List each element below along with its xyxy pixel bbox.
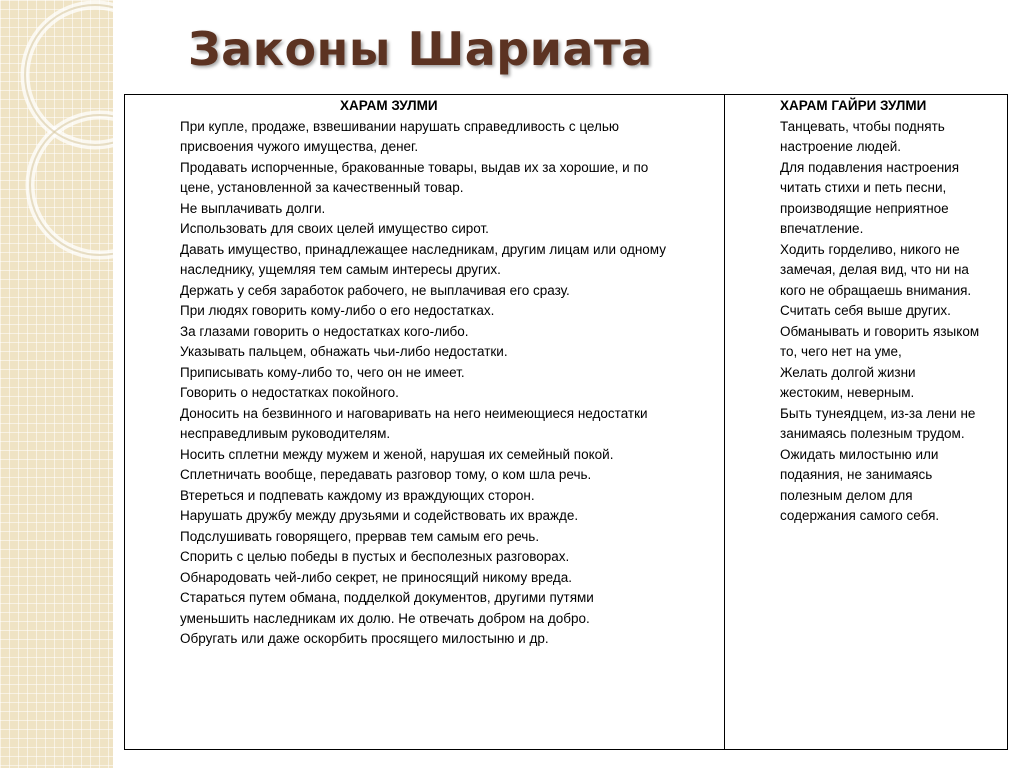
list-item: полезным делом для	[780, 487, 913, 503]
list-item: Обманывать и говорить языком	[780, 323, 980, 339]
list-item: Носить сплетни между мужем и женой, нарушая их семейный покой.	[180, 446, 614, 462]
list-item: содержания самого себя.	[780, 508, 940, 523]
page-title: Законы Шариата	[188, 22, 653, 76]
list-item: Использовать для своих целей имущество сирот.	[180, 221, 489, 236]
list-item: Ходить горделиво, никого не	[780, 241, 960, 257]
list-item: читать стихи и петь песни,	[780, 180, 947, 195]
column-header: ХАРАМ ЗУЛМИ	[340, 98, 438, 113]
list-item: При людях говорить кому-либо о его недостатках.	[180, 303, 495, 318]
list-item: За глазами говорить о недостатках кого-либо.	[180, 323, 469, 339]
decorative-side-strip	[0, 0, 113, 768]
list-item: Стараться путем обмана, подделкой документов, другими путями	[180, 590, 594, 605]
table-column-haram-zulmi	[125, 95, 725, 749]
column-header: ХАРАМ ГАЙРИ ЗУЛМИ	[780, 98, 927, 113]
list-item: Обнародовать чей-либо секрет, не приносящий никому вреда.	[180, 569, 572, 585]
rules-table	[124, 94, 1008, 750]
list-item: Для подавления настроения	[780, 159, 960, 175]
list-item: Доносить на безвинного и наговаривать на него неимеющиеся недостатки	[180, 405, 648, 421]
list-item: Держать у себя заработок рабочего, не выплачивая его сразу.	[180, 282, 570, 298]
list-item: присвоения чужого имущества, денег.	[180, 139, 419, 154]
list-item: Быть тунеядцем, из-за лени не	[780, 405, 976, 421]
list-item: занимаясь полезным трудом.	[780, 426, 965, 441]
list-item: Подслушивать говорящего, прервав тем самым его речь.	[180, 528, 540, 544]
list-item: наследнику, ущемляя тем самым интересы других.	[180, 262, 501, 277]
list-item: цене, установленной за качественный товар.	[180, 180, 464, 195]
list-item: уменьшить наследникам их долю. Не отвечать добром на добро.	[180, 610, 590, 626]
list-item: Спорить с целью победы в пустых и бесполезных разговорах.	[180, 549, 570, 564]
list-item: Считать себя выше других.	[780, 303, 951, 318]
list-item: При купле, продаже, взвешивании нарушать справедливость с целью	[180, 118, 619, 134]
column-body	[780, 117, 1003, 527]
list-item: Говорить о недостатках покойного.	[180, 385, 399, 400]
list-item: производящие неприятное	[780, 200, 949, 216]
list-item: Указывать пальцем, обнажать чьи-либо недостатки.	[180, 344, 508, 359]
decorative-circles	[0, 0, 113, 768]
list-item: замечая, делая вид, что ни на	[780, 262, 969, 277]
list-item: несправедливым руководителям.	[180, 426, 391, 441]
list-item: подаяния, не занимаясь	[780, 467, 933, 482]
list-item: Продавать испорченные, бракованные товары, выдав их за хорошие, и по	[180, 159, 649, 175]
list-item: то, чего нет на уме,	[780, 344, 902, 359]
list-item: жестоким, неверным.	[780, 385, 915, 400]
list-item: кого не обращаешь внимания.	[780, 282, 972, 298]
list-item: Танцевать, чтобы поднять	[780, 118, 945, 134]
list-item: Ожидать милостыню или	[780, 446, 939, 462]
list-item: впечатление.	[780, 221, 864, 236]
list-item: Не выплачивать долги.	[180, 200, 326, 216]
list-item: Обругать или даже оскорбить просящего милостыню и др.	[180, 631, 549, 646]
table-column-haram-gairi-zulmi	[725, 95, 1007, 749]
list-item: Втереться и подпевать каждому из враждующих сторон.	[180, 487, 535, 503]
list-item: настроение людей.	[780, 139, 902, 154]
list-item: Сплетничать вообще, передавать разговор тому, о ком шла речь.	[180, 467, 592, 482]
list-item: Нарушать дружбу между друзьями и содействовать их вражде.	[180, 508, 579, 523]
column-body	[180, 117, 718, 650]
list-item: Давать имущество, принадлежащее наследникам, другим лицам или одному	[180, 241, 666, 257]
list-item: Желать долгой жизни	[780, 364, 916, 380]
list-item: Приписывать кому-либо то, чего он не имеет.	[180, 364, 465, 380]
